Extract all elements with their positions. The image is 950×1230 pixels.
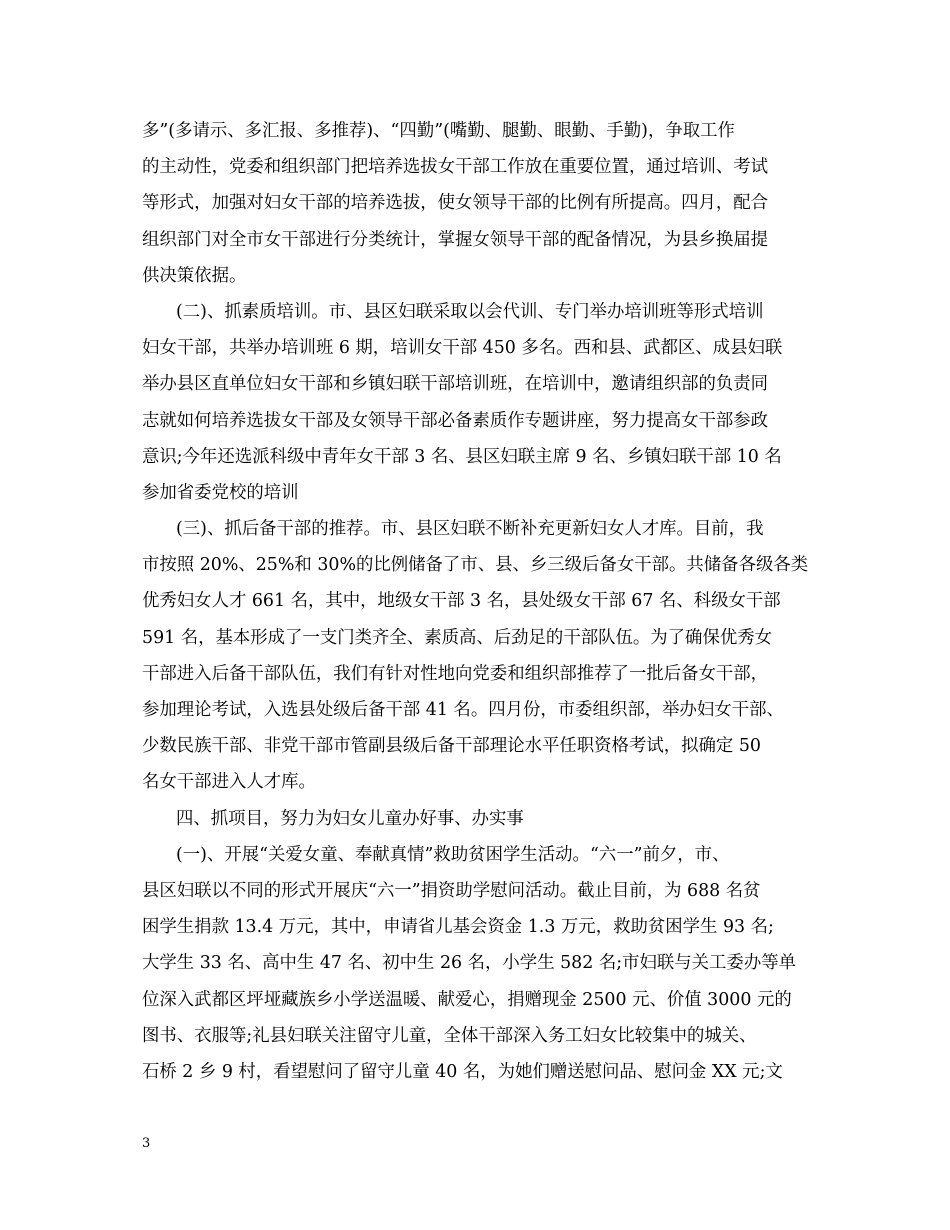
text-line: 优秀妇女人才 661 名，其中，地级女干部 3 名，县处级女干部 67 名、科级女干部 [142, 591, 781, 612]
text-line: 组织部门对全市女干部进行分类统计，掌握女领导干部的配备情况，为县乡换届提 [142, 229, 769, 250]
text-line: 四、抓项目，努力为妇女儿童办好事、办实事 [176, 808, 524, 829]
text-line: 名女干部进入人才库。 [142, 772, 316, 793]
document-body [142, 113, 832, 1090]
text-line: 石桥 2 乡 9 村，看望慰问了留守儿童 40 名，为她们赠送慰问品、慰问金 XX 元;文 [142, 1061, 783, 1082]
page-number: 3 [142, 1136, 151, 1151]
text-line: 供决策依据。 [142, 265, 247, 286]
text-line: 的主动性，党委和组织部门把培养选拔女干部工作放在重要位置，通过培训、考试 [142, 157, 769, 178]
text-line: (三)、抓后备干部的推荐。市、县区妇联不断补充更新妇女人才库。目前，我 [176, 519, 764, 540]
text-line: 干部进入后备干部队伍，我们有针对性地向党委和组织部推荐了一批后备女干部， [142, 663, 769, 684]
text-line: 县区妇联以不同的形式开展庆“六一”捐资助学慰问活动。截止目前，为 688 名贫 [142, 880, 761, 901]
text-line: 位深入武都区坪垭藏族乡小学送温暖、献爱心，捐赠现金 2500 元、价值 3000 元的 [142, 989, 792, 1010]
text-line: 大学生 33 名、高中生 47 名、初中生 26 名，小学生 582 名;市妇联与关工委办等单 [142, 953, 796, 974]
text-line: (二)、抓素质培训。市、县区妇联采取以会代训、专门举办培训班等形式培训 [176, 301, 764, 322]
text-line: 参加理论考试，入选县处级后备干部 41 名。四月份，市委组织部，举办妇女干部、 [142, 700, 784, 720]
text-line: 志就如何培养选拔女干部及女领导干部必备素质作专题讲座，努力提高女干部参政 [142, 410, 769, 431]
text-line: 妇女干部，共举办培训班 6 期，培训女干部 450 多名。西和县、武都区、成县妇联 [142, 338, 783, 359]
text-line: 图书、衣服等;礼县妇联关注留守儿童，全体干部深入务工妇女比较集中的城关、 [142, 1025, 757, 1046]
text-line: 意识;今年还选派科级中青年女干部 3 名、县区妇联主席 9 名、乡镇妇联干部 10 名 [142, 446, 782, 467]
text-line: 591 名，基本形成了一支门类齐全、素质高、后劲足的干部队伍。为了确保优秀女 [142, 627, 773, 648]
text-line: 参加省委党校的培训 [142, 482, 299, 503]
text-line: 市按照 20%、25%和 30%的比例储备了市、县、乡三级后备女干部。共储备各级各类 [142, 555, 809, 576]
text-line: (一)、开展“关爱女童、奉献真情”救助贫困学生活动。“六一”前夕，市、 [176, 844, 730, 865]
text-line: 困学生捐款 13.4 万元，其中，申请省儿基会资金 1.3 万元，救助贫困学生 93 名; [142, 917, 774, 938]
text-line: 等形式，加强对妇女干部的培养选拔，使女领导干部的比例有所提高。四月，配合 [142, 193, 769, 214]
text-line: 多”(多请示、多汇报、多推荐)、“四勤”(嘴勤、腿勤、眼勤、手勤)，争取工作 [142, 121, 735, 141]
text-line: 少数民族干部、非党干部市管副县级后备干部理论水平任职资格考试，拟确定 50 [142, 736, 761, 757]
text-line: 举办县区直单位妇女干部和乡镇妇联干部培训班，在培训中，邀请组织部的负责同 [142, 374, 769, 395]
